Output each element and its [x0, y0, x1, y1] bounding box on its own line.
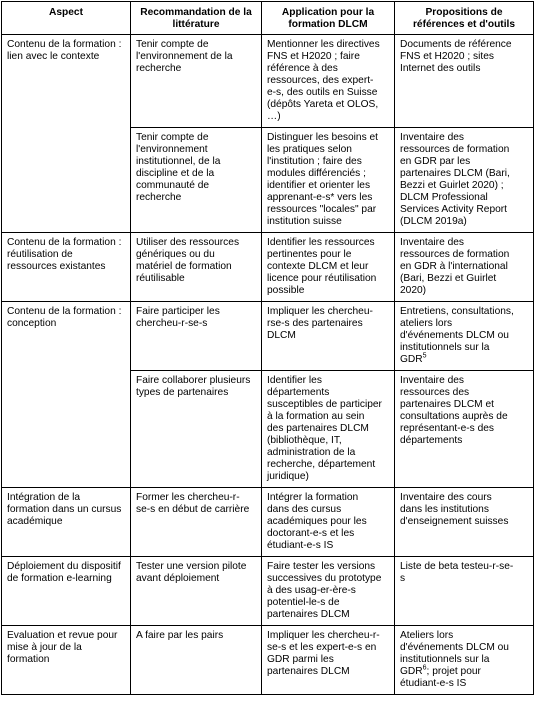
recommendation-cell: Tenir compte de l'environnement de la recherche: [131, 35, 262, 128]
header-application: Application pour la formation DLCM: [262, 2, 395, 35]
references-cell: Liste de beta testeu-r-se- s: [395, 557, 534, 626]
aspect-cell: Contenu de la formation : lien avec le contexte: [2, 35, 131, 233]
table-row: [2, 35, 534, 128]
table-header-row: [2, 2, 534, 35]
recommendations-table: [1, 1, 534, 695]
recommendation-cell: A faire par les pairs: [131, 626, 262, 695]
references-cell: [395, 302, 534, 371]
application-cell: Identifier les départements susceptibles de participer à la formation au sein des partenaires DLCM (bibliothèque, IT, administration de la recherche, département juridique): [262, 371, 395, 488]
recommendation-cell: Utiliser des ressources génériques ou du matériel de formation réutilisable: [131, 233, 262, 302]
header-aspect: Aspect: [2, 2, 131, 35]
recommendation-cell: Faire collaborer plusieurs types de partenaires: [131, 371, 262, 488]
table-row: [2, 233, 534, 302]
footnote-marker: 6: [422, 664, 427, 672]
references-cell: Inventaire des ressources des partenaires DLCM et consultations auprès de représentant-e-s des départements: [395, 371, 534, 488]
footnote-marker: 5: [422, 352, 427, 360]
application-cell: Impliquer les chercheu- rse-s des partenaires DLCM: [262, 302, 395, 371]
recommendations-table-container: [1, 1, 534, 695]
aspect-cell: Contenu de la formation : réutilisation de ressources existantes: [2, 233, 131, 302]
references-cell: Documents de référence FNS et H2020 ; sites Internet des outils: [395, 35, 534, 128]
application-cell: Distinguer les besoins et les pratiques selon l'institution ; faire des modules différenciés ; identifier et orienter les apprenant-e-s* vers les ressources "locales" par institution suisse: [262, 128, 395, 233]
header-references: Propositions de références et d'outils: [395, 2, 534, 35]
references-text-tail: ; projet pour étudiant-e-s IS: [400, 666, 481, 689]
aspect-cell: Intégration de la formation dans un cursus académique: [2, 488, 131, 557]
references-text: Ateliers lors d'événements DLCM ou institutionnels sur la GDR: [400, 630, 509, 677]
references-cell: Inventaire des ressources de formation en GDR par les partenaires DLCM (Bari, Bezzi et Guirlet 2020) ; DLCM Professional Services Activity Report (DLCM 2019a): [395, 128, 534, 233]
header-recommendation: Recommandation de la littérature: [131, 2, 262, 35]
recommendation-cell: Former les chercheu-r- se-s en début de carrière: [131, 488, 262, 557]
table-row: [2, 302, 534, 371]
references-cell: Inventaire des cours dans les institutions d'enseignement suisses: [395, 488, 534, 557]
table-row: [2, 488, 534, 557]
aspect-cell: Déploiement du dispositif de formation e-learning: [2, 557, 131, 626]
application-cell: Mentionner les directives FNS et H2020 ; faire référence à des ressources, des expert- e-s, des outils en Suisse (dépôts Yareta et OLOS, …): [262, 35, 395, 128]
application-cell: Identifier les ressources pertinentes pour le contexte DLCM et leur licence pour réutilisation possible: [262, 233, 395, 302]
table-row: [2, 557, 534, 626]
aspect-cell: Evaluation et revue pour mise à jour de la formation: [2, 626, 131, 695]
application-cell: Intégrer la formation dans des cursus académiques pour les doctorant-e-s et les étudiant-e-s IS: [262, 488, 395, 557]
recommendation-cell: Tenir compte de l'environnement institutionnel, de la discipline et de la communauté de recherche: [131, 128, 262, 233]
application-cell: Faire tester les versions successives du prototype à des usag-er-ère-s potentiel-le-s de partenaires DLCM: [262, 557, 395, 626]
references-cell: Inventaire des ressources de formation en GDR à l'international (Bari, Bezzi et Guirlet 2020): [395, 233, 534, 302]
recommendation-cell: Faire participer les chercheu-r-se-s: [131, 302, 262, 371]
references-cell: [395, 626, 534, 695]
table-row: [2, 626, 534, 695]
recommendation-cell: Tester une version pilote avant déploiement: [131, 557, 262, 626]
application-cell: Impliquer les chercheu-r- se-s et les expert-e-s en GDR parmi les partenaires DLCM: [262, 626, 395, 695]
aspect-cell: Contenu de la formation : conception: [2, 302, 131, 488]
references-text: Entretiens, consultations, ateliers lors d'événements DLCM ou institutionnels sur la GDR: [400, 306, 514, 365]
